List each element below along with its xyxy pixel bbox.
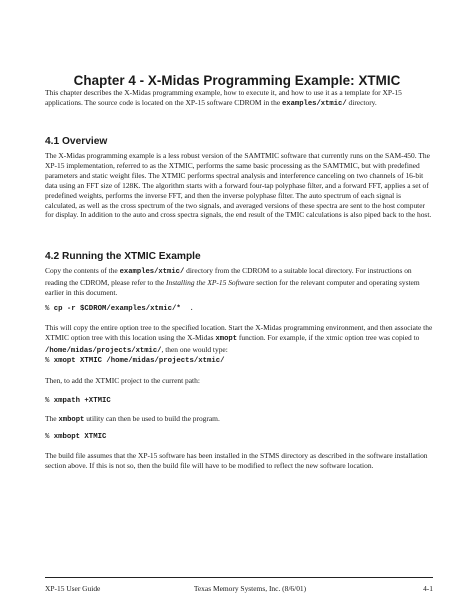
command-prompt: %	[45, 397, 50, 405]
command-prompt: %	[45, 433, 50, 441]
intro-paragraph	[45, 88, 433, 110]
command-text: xmbopt XTMIC	[53, 433, 107, 441]
intro-text-1: This chapter describes the X-Midas programming example, how to execute it, and how to use it as a template for XP-15 applications. The source code is located on the XP-15 software CDROM in the	[45, 88, 402, 107]
add-path-paragraph: Then, to add the XTMIC project to the current path:	[45, 376, 200, 385]
command-text: xmopt XTMIC /home/midas/projects/xtmic/	[53, 357, 225, 365]
command-prompt: %	[45, 305, 50, 313]
copy-text-b: directory from the CDROM to a suitable local directory. For instructions on reading the CDROM, please refer to the	[45, 266, 412, 287]
option-text-a: This will copy the entire option tree to the specified location. Start the X-Midas programming environment, and then associate the XTMIC option tree with this location using the X-Midas	[45, 323, 433, 342]
build-text-a: The	[45, 414, 59, 423]
overview-heading: 4.1 Overview	[45, 136, 108, 147]
option-text-c: , then one would type:	[161, 344, 228, 354]
intro-code-path: examples/xtmic/	[281, 99, 347, 108]
xmopt-code: xmopt	[215, 334, 238, 343]
chapter-title: Chapter 4 - X-Midas Programming Example: XTMIC	[73, 72, 401, 88]
option-text-b: function. For example, if the xtmic option tree was copied to	[237, 332, 420, 342]
copy-instructions-paragraph	[45, 266, 433, 298]
footer-page-number: 4-1	[423, 584, 433, 593]
build-text-b: utility can then be used to build the program.	[84, 414, 220, 423]
build-file-paragraph: The build file assumes that the XP-15 software has been installed in the STMS directory as described in the software installation section above. If this is not so, then the build file will have to be modified to reflect the new software location.	[45, 451, 428, 470]
command-xmopt	[45, 357, 433, 365]
command-copy	[45, 305, 433, 313]
copy-code-path: examples/xtmic/	[119, 268, 185, 276]
command-prompt: %	[45, 357, 50, 365]
footer-divider	[45, 577, 433, 578]
copy-text-c: section for the relevant computer and operating system earlier in this document.	[45, 277, 420, 297]
copy-text-a: Copy the contents of the	[45, 266, 120, 275]
footer-guide-title: XP-15 User Guide	[45, 584, 101, 593]
footer-company: Texas Memory Systems, Inc. (8/6/01)	[193, 584, 307, 593]
build-utility-paragraph	[45, 414, 433, 426]
command-text: xmpath +XTMIC	[53, 397, 111, 405]
command-text: cp -r $CDROM/examples/xtmic/*	[53, 305, 181, 313]
command-xmpath	[45, 397, 433, 405]
intro-text-2: directory.	[346, 97, 377, 107]
option-tree-paragraph	[45, 323, 433, 357]
command-xmbopt	[45, 433, 433, 441]
project-path-code: /home/midas/projects/xtmic/	[45, 346, 162, 355]
running-heading: 4.2 Running the XTMIC Example	[45, 251, 201, 262]
overview-paragraph: The X-Midas programming example is a less robust version of the SAMTMIC software that currently runs on the SAM-450. The XP-15 implementation, referred to as the XTMIC, performs the same basic processing as the SAMTMIC, but with predefined parameters and static weight files. The XTMIC performs spectral analysis and interference canceling on two channels of 16-bit data using an FFT size of 128K. The algorithm starts with a forward four-tap polyphase filter, and a forward FFT, applies a set of predefined weights, performs the inverse FFT, and then the inverse polyphase filter. The auto spectrum of each signal is calculated, as well as the cross spectrum of the two signals, and averaged versions of these spectra are sent to the host computer for display. In addition to the auto and cross spectra signals, the end result of the TMIC calculations is also piped back to the host.	[45, 151, 432, 220]
command-suffix: .	[189, 305, 194, 313]
install-section-reference: Installing the XP-15 Software	[166, 277, 255, 287]
xmbopt-code: xmbopt	[58, 416, 85, 424]
